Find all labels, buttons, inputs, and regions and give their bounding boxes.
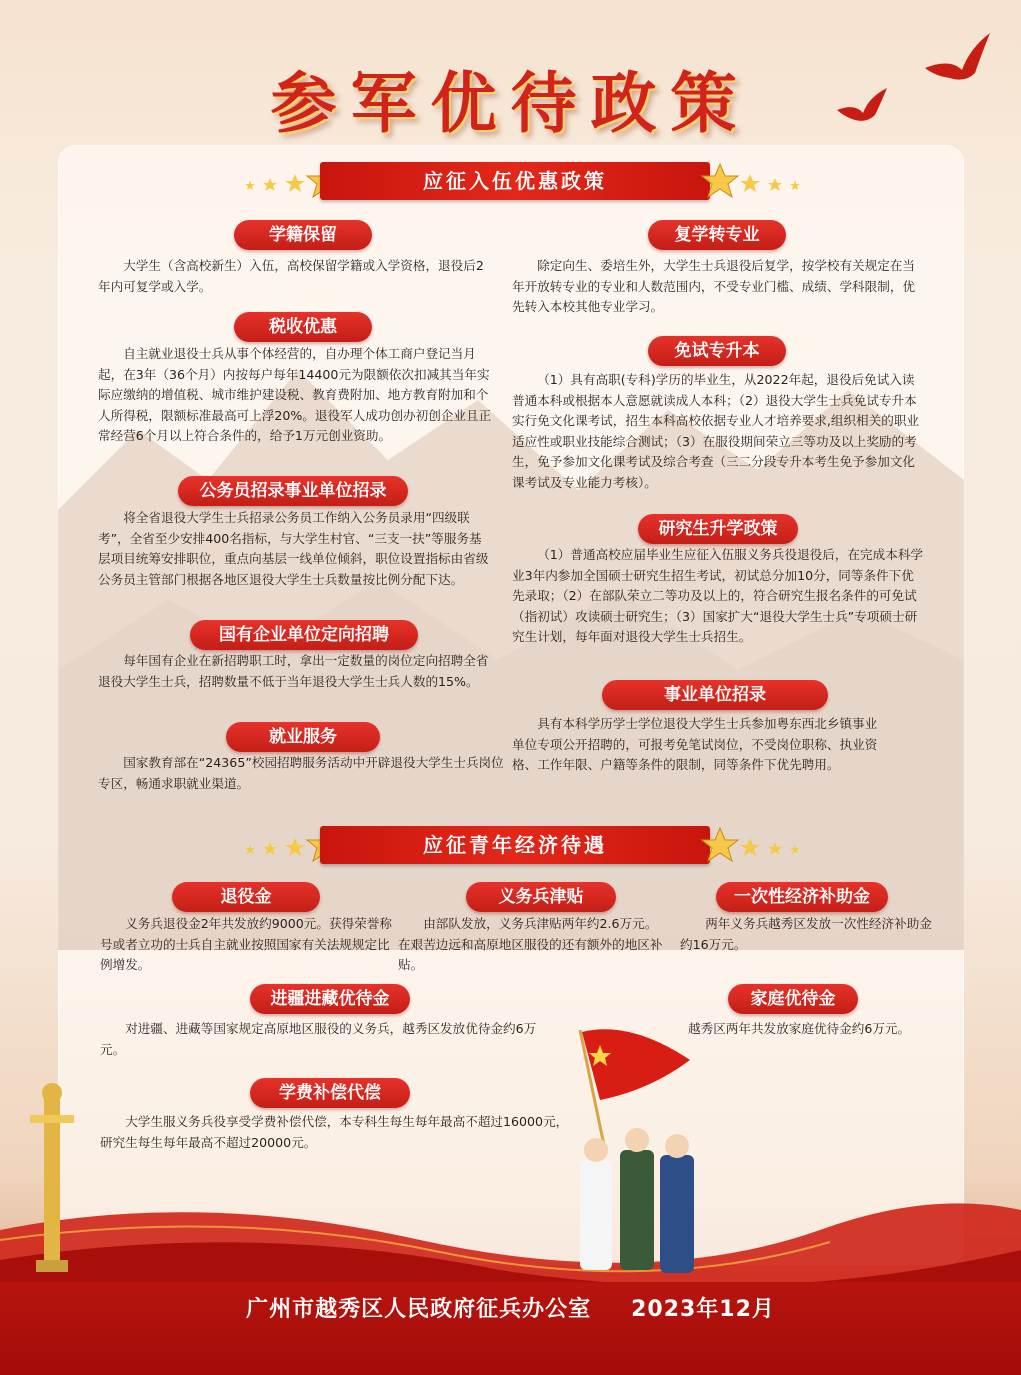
stars-decoration-right xyxy=(695,160,805,200)
heading-xueji: 学籍保留 xyxy=(234,220,372,250)
heading-shuishou: 税收优惠 xyxy=(234,312,372,342)
soldiers-with-flag-illustration xyxy=(560,1020,720,1290)
heading-jiuye: 就业服务 xyxy=(226,722,380,752)
heading-gongwuyuan: 公务员招录事业单位招录 xyxy=(178,476,408,506)
section-heading-economic: 应征青年经济待遇 xyxy=(320,826,710,864)
heading-fuxue: 复学转专业 xyxy=(648,220,786,250)
page-title: 参军优待政策 xyxy=(270,65,751,142)
heading-tuiyijin: 退役金 xyxy=(172,882,320,912)
heading-jintie: 义务兵津贴 xyxy=(466,882,616,912)
text-shuishou: 自主就业退役士兵从事个体经营的，自办理个体工商户登记当月起，在3年（36个月）内按每户每年14400元为限额依次扣减其当年实际应缴纳的增值税、城市维护建设税、教育费附加、地方教育附加和个人所得税，限额标准最高可上浮20%。退役军人成功创办初创企业且正常经营6个月以上符合条件的，给予1万元创业资助。 xyxy=(98,346,492,443)
footer-organization: 广州市越秀区人民政府征兵办公室 xyxy=(246,1297,592,1322)
text-tuiyijin: 义务兵退役金2年共发放约9000元。获得荣誉称号或者立功的士兵自主就业按照国家有关法规规定比例增发。 xyxy=(100,916,392,972)
heading-mianshi: 免试专升本 xyxy=(648,336,786,366)
text-yicixing: 两年义务兵越秀区发放一次性经济补助金约16万元。 xyxy=(680,916,932,952)
section-heading-enlistment: 应征入伍优惠政策 xyxy=(320,162,710,200)
text-xuefei: 大学生服义务兵役享受学费补偿代偿，本专科生每生每年最高不超过16000元，研究生每生每年最高不超过20000元。 xyxy=(100,1114,569,1150)
text-jiuye: 国家教育部在“24365”校园招聘服务活动中开辟退役大学生士兵岗位专区，畅通求职就业渠道。 xyxy=(98,755,504,791)
heading-jinjiang: 进疆进藏优待金 xyxy=(250,984,410,1014)
huabiao-pillar-icon xyxy=(22,1075,82,1275)
heading-guoqi: 国有企业单位定向招聘 xyxy=(190,620,418,650)
heading-yicixing: 一次性经济补助金 xyxy=(716,882,888,912)
stars-decoration-right xyxy=(695,824,805,864)
footer xyxy=(0,1292,1021,1323)
text-yanjiusheng: （1）普通高校应届毕业生应征入伍服义务兵役退役后，在完成本科学业3年内参加全国硕士研究生招生考试，初试总分加10分，同等条件下优先录取；（2）在部队荣立二等功及以上的，符合研究生报名条件的可免试（指初试）攻读硕士研究生；（3）国家扩大“退役大学生士兵”专项硕士研究生计划，每年面对退役大学生士兵招生。 xyxy=(512,547,924,644)
heading-yanjiusheng: 研究生升学政策 xyxy=(638,514,798,544)
heading-shiye: 事业单位招录 xyxy=(602,680,828,710)
heading-jiating: 家庭优待金 xyxy=(728,984,858,1014)
text-shiye: 具有本科学历学士学位退役大学生士兵参加粤东西北乡镇事业单位专项公开招聘的，可报考免笔试岗位，不受岗位职称、执业资格、工作年限、户籍等条件的限制，同等条件下优先聘用。 xyxy=(512,716,878,772)
footer-date: 2023年12月 xyxy=(631,1297,775,1322)
text-xueji: 大学生（含高校新生）入伍，高校保留学籍或入学资格，退役后2年内可复学或入学。 xyxy=(98,258,484,294)
text-mianshi: （1）具有高职(专科)学历的毕业生，从2022年起，退役后免试入读普通本科或根据本人意愿就读成人本科；（2）退役大学生士兵免试专升本实行免文化课考试，招生本科高校依据专业人才培养要求,组织相关的职业适应性或职业技能综合测试；（3）在服役期间荣立三等功及以上奖励的考生，免予参加文化课考试及综合考查（三二分段专升本考生免予参加文化课考试及专业能力考核）。 xyxy=(512,372,920,490)
text-jintie: 由部队发放，义务兵津贴两年约2.6万元。在艰苦边远和高原地区服役的还有额外的地区补贴。 xyxy=(398,916,663,972)
text-jinjiang: 对进疆、进藏等国家规定高原地区服役的义务兵，越秀区发放优待金约6万元。 xyxy=(100,1021,537,1057)
text-jiating: 越秀区两年共发放家庭优待金约6万元。 xyxy=(688,1021,911,1036)
red-ribbon-wave xyxy=(0,1120,1021,1300)
heading-xuefei: 学费补偿代偿 xyxy=(250,1078,410,1108)
text-guoqi: 每年国有企业在新招聘职工时，拿出一定数量的岗位定向招聘全省退役大学生士兵，招聘数量不低于当年退役大学生士兵人数的15%。 xyxy=(98,653,489,689)
text-gongwuyuan: 将全省退役大学生士兵招录公务员工作纳入公务员录用“四级联考”，全省至少安排400名指标，与大学生村官、“三支一扶”等服务基层项目统筹安排职位，重点向基层一线单位倾斜，职位设置指标由省级公务员主管部门根据各地区退役大学生士兵数量按比例分配下达。 xyxy=(98,510,489,587)
text-fuxue: 除定向生、委培生外，大学生士兵退役后复学，按学校有关规定在当年开放转专业的专业和人数范围内，不受专业门槛、成绩、学科限制，优先转入本校其他专业学习。 xyxy=(512,258,915,314)
